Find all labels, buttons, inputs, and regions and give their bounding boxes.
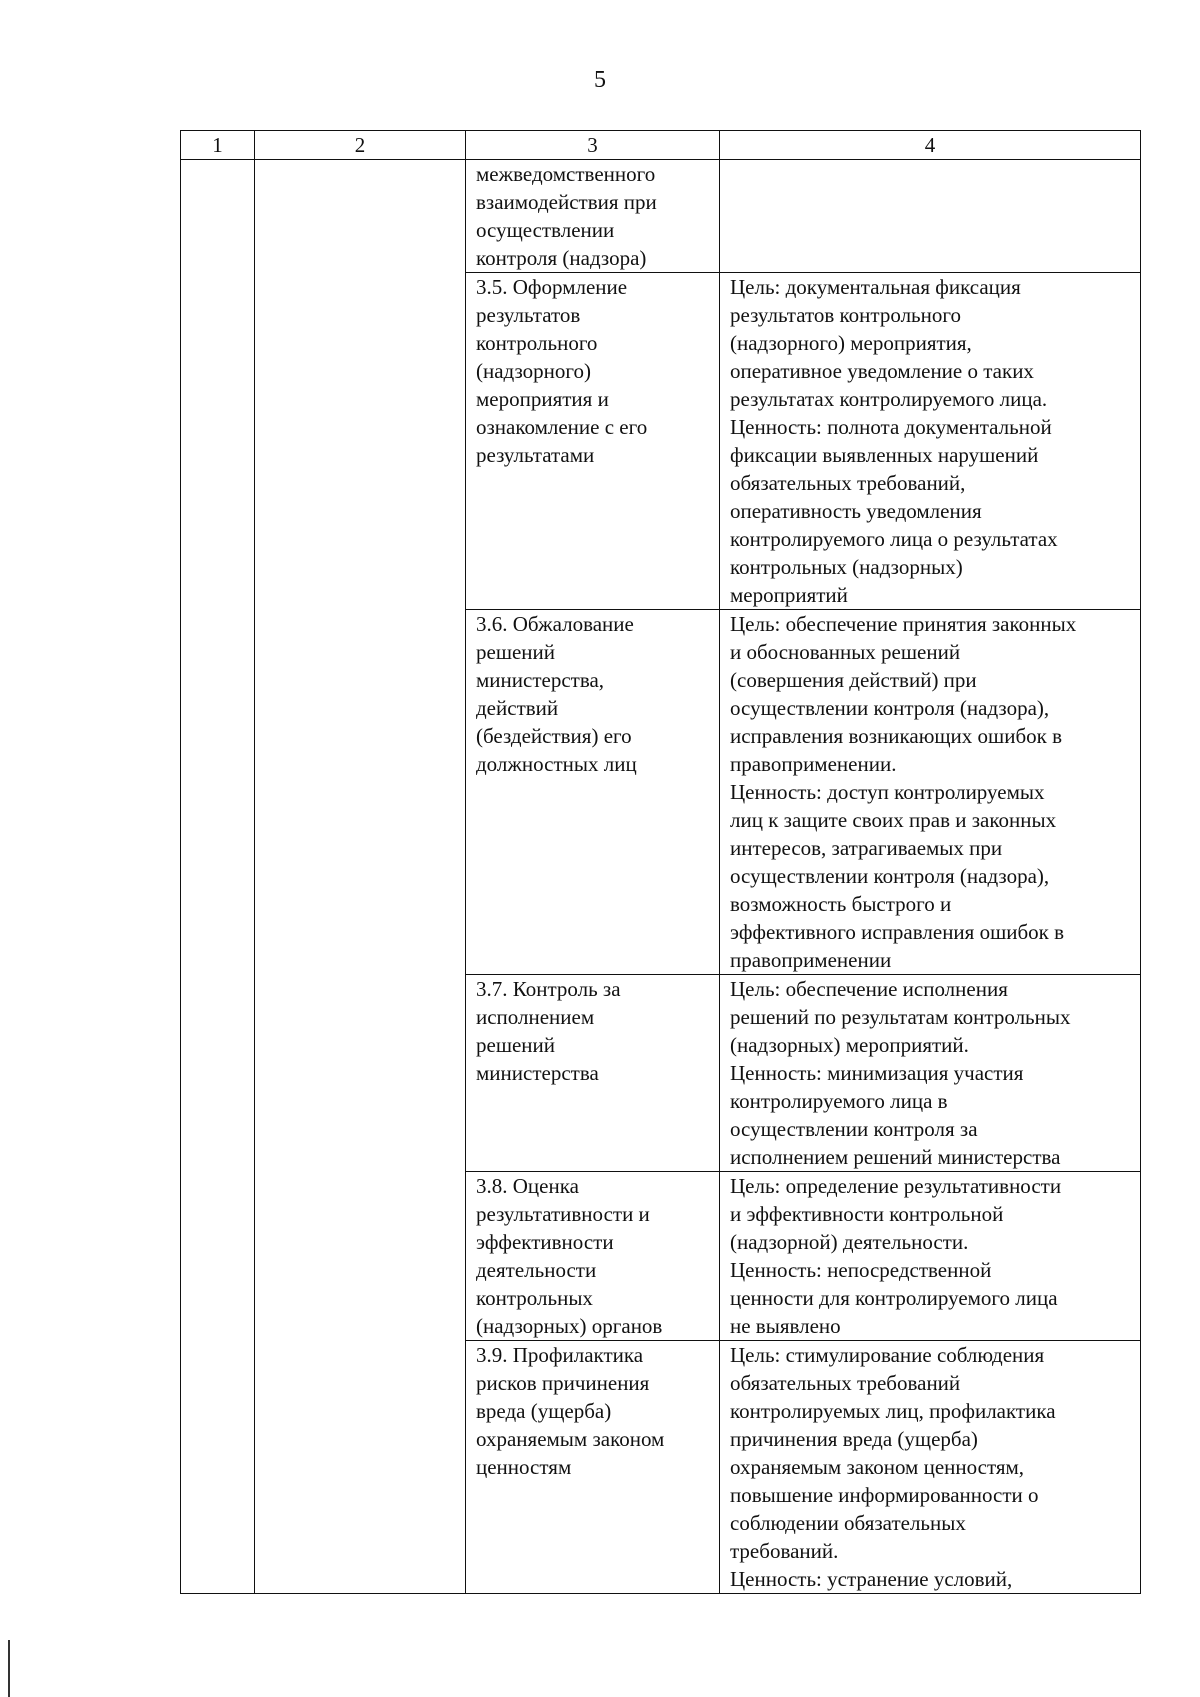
page-number: 5 (594, 67, 606, 93)
row-3-goal-cell: Цель: обеспечение принятия законных и обоснованных решений (совершения действий) при осуществлении контроля (надзора), исправления возникающих ошибок в правоприменении. Ценность: доступ контролируемых лиц к защите своих прав и законных интересов, затрагиваемых при осуществлении контроля (надзора), возможность быстрого и эффективного исправления ошибок в правоприменении (720, 610, 1141, 975)
column-header-1: 1 (181, 131, 255, 160)
table-row (181, 160, 1141, 273)
row-2-stage-cell: 3.5. Оформление результатов контрольного (надзорного) мероприятия и ознакомление с его результатами (466, 273, 720, 610)
row-1-goal-cell (720, 160, 1141, 273)
row-3-stage-cell: 3.6. Обжалование решений министерства, действий (бездействия) его должностных лиц (466, 610, 720, 975)
column-2-cell (255, 160, 466, 1594)
row-6-goal-cell: Цель: стимулирование соблюдения обязательных требований контролируемых лиц, профилактика причинения вреда (ущерба) охраняемым законом ценностям, повышение информированности о соблюдении обязательных требований. Ценность: устранение условий, (720, 1341, 1141, 1594)
scan-margin-bar (8, 1640, 10, 1697)
row-4-goal-cell: Цель: обеспечение исполнения решений по результатам контрольных (надзорных) мероприятий. Ценность: минимизация участия контролируемого лица в осуществлении контроля за исполнением решений министерства (720, 975, 1141, 1172)
row-1-stage-cell: межведомственного взаимодействия при осуществлении контроля (надзора) (466, 160, 720, 273)
row-5-stage-cell: 3.8. Оценка результативности и эффективности деятельности контрольных (надзорных) органов (466, 1172, 720, 1341)
row-4-stage-cell: 3.7. Контроль за исполнением решений министерства (466, 975, 720, 1172)
column-1-cell (181, 160, 255, 1594)
row-2-goal-cell: Цель: документальная фиксация результатов контрольного (надзорного) мероприятия, оперативное уведомление о таких результатах контролируемого лица. Ценность: полнота документальной фиксации выявленных нарушений обязательных требований, оперативность уведомления контролируемого лица о результатах контрольных (надзорных) мероприятий (720, 273, 1141, 610)
row-6-stage-cell: 3.9. Профилактика рисков причинения вреда (ущерба) охраняемым законом ценностям (466, 1341, 720, 1594)
column-header-2: 2 (255, 131, 466, 160)
row-5-goal-cell: Цель: определение результативности и эффективности контрольной (надзорной) деятельности. Ценность: непосредственной ценности для контролируемого лица не выявлено (720, 1172, 1141, 1341)
table-header-row (181, 131, 1141, 160)
column-header-4: 4 (720, 131, 1141, 160)
main-table (180, 130, 1141, 1594)
column-header-3: 3 (466, 131, 720, 160)
